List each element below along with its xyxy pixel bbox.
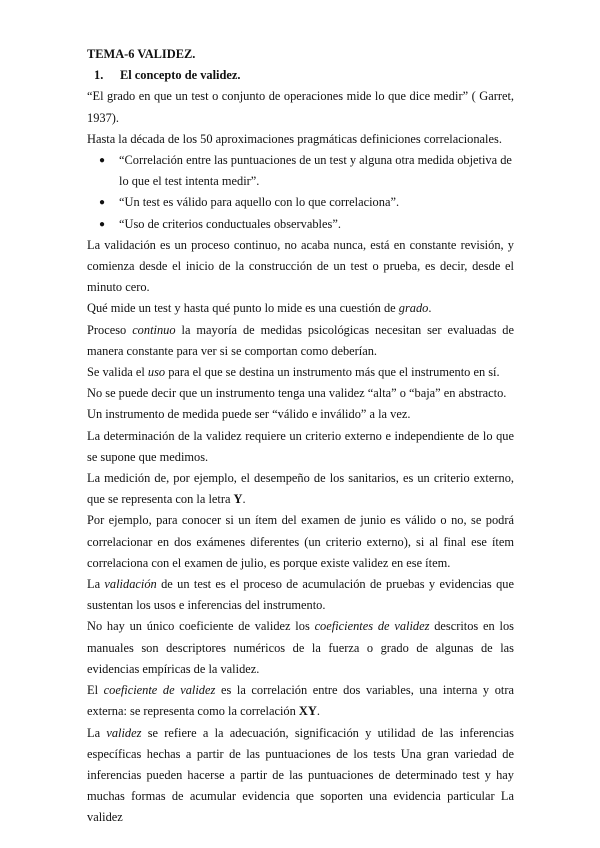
document-title: TEMA-6 VALIDEZ.: [87, 47, 196, 61]
text-run: Qué mide un test y hasta qué punto lo mide es una cuestión de: [87, 301, 399, 316]
paragraph-continuous: [87, 320, 514, 362]
text-run: descritos en los manuales son descriptores numéricos de la fuerza o grado de algunas de las evidencias empíricas de la validez.: [87, 619, 514, 676]
paragraph-continuous-process: La validación es un proceso continuo, no acaba nunca, está en constante revisión, y comienza desde el inicio de la construcción de un test o prueba, es decir, desde el minuto cero.: [87, 237, 514, 295]
bullet-text: “Correlación entre las puntuaciones de un test y alguna otra medida objetiva de lo que el test intenta medir”.: [119, 153, 512, 189]
document-body: [87, 44, 514, 829]
paragraph-use: [87, 362, 514, 383]
italic-term: validación: [104, 577, 157, 592]
bullet-text: “Un test es válido para aquello con lo que correlaciona”.: [119, 195, 400, 210]
paragraph-coefficient-xy: [87, 680, 514, 722]
text-run: de un test es el proceso de acumulación de pruebas y evidencias que sustentan los usos e inferencias del instrumento.: [87, 577, 514, 613]
text-run: .: [316, 704, 320, 719]
text-run: para el que se destina un instrumento más que el instrumento en sí.: [165, 365, 500, 380]
paragraph-valid-invalid: Un instrumento de medida puede ser “válido e inválido” a la vez.: [87, 407, 411, 422]
paragraph-external-criterion: La determinación de la validez requiere un criterio externo e independiente de lo que se supone que medimos.: [87, 428, 514, 464]
section-title: El concepto de validez.: [120, 68, 241, 83]
bullet-text: “Uso de criterios conductuales observables”.: [119, 216, 341, 231]
section-number: 1.: [94, 68, 104, 83]
text-run: La medición de, por ejemplo, el desempeño de los sanitarios, es un criterio externo, que se representa con la letra: [87, 471, 514, 507]
italic-term: continuo: [132, 322, 176, 337]
text-run: es la correlación entre dos variables, una interna y otra externa: se representa como la correlación: [87, 683, 515, 719]
paragraph-coefficients: [87, 616, 514, 680]
bullet-list: [87, 150, 514, 235]
bold-term: XY: [298, 704, 317, 719]
italic-term: coeficientes de validez: [314, 619, 430, 634]
paragraph-abstract: No se puede decir que un instrumento tenga una validez “alta” o “baja” en abstracto.: [87, 386, 507, 401]
section-heading: [87, 65, 514, 86]
bullet-icon: ●: [99, 218, 106, 230]
text-run: No hay un único coeficiente de validez los: [87, 619, 315, 634]
text-run: se refiere a la adecuación, significación y utilidad de las inferencias específicas hechas a partir de las puntuaciones de los tests Una gran variedad de inferencias pueden hacerse a partir de las puntuaciones de determinado test y hay muchas formas de acumular evidencia que soporten una evidencia particular La validez: [87, 725, 514, 825]
paragraph-definition: “El grado en que un test o conjunto de operaciones mide lo que dice medir” ( Garret, 1937).: [87, 89, 514, 125]
paragraph-example: Por ejemplo, para conocer si un ítem del examen de junio es válido o no, se podrá correlacionar en dos exámenes diferentes (un criterio externo), si al final ese ítem correlaciona con el examen de julio, es porque existe validez en ese ítem.: [87, 513, 514, 570]
paragraph-validation: [87, 574, 514, 616]
italic-term: uso: [147, 365, 166, 380]
bullet-item: [99, 150, 514, 192]
paragraph-degree: [87, 298, 514, 319]
text-run: La: [87, 725, 107, 740]
paragraph-history: Hasta la década de los 50 aproximaciones pragmáticas definiciones correlacionales.: [87, 131, 502, 146]
bullet-item: [99, 214, 514, 235]
bullet-icon: ●: [99, 197, 106, 209]
bullet-item: [99, 192, 514, 213]
text-run: la mayoría de medidas psicológicas necesitan ser evaluadas de manera constante para ver si se comportan como deberían.: [87, 322, 514, 358]
italic-term: coeficiente de validez: [103, 683, 216, 698]
italic-term: validez: [106, 725, 142, 740]
italic-term: grado: [398, 301, 429, 316]
bold-term: Y: [233, 492, 243, 507]
text-run: Se valida el: [87, 365, 148, 380]
text-run: .: [242, 492, 246, 507]
paragraph-letter-y: [87, 468, 514, 510]
bullet-icon: ●: [99, 155, 106, 167]
text-run: .: [428, 301, 432, 316]
text-run: Proceso: [87, 322, 133, 337]
paragraph-validity-definition: [87, 723, 514, 829]
text-run: El: [87, 683, 104, 698]
text-run: La: [87, 577, 105, 592]
